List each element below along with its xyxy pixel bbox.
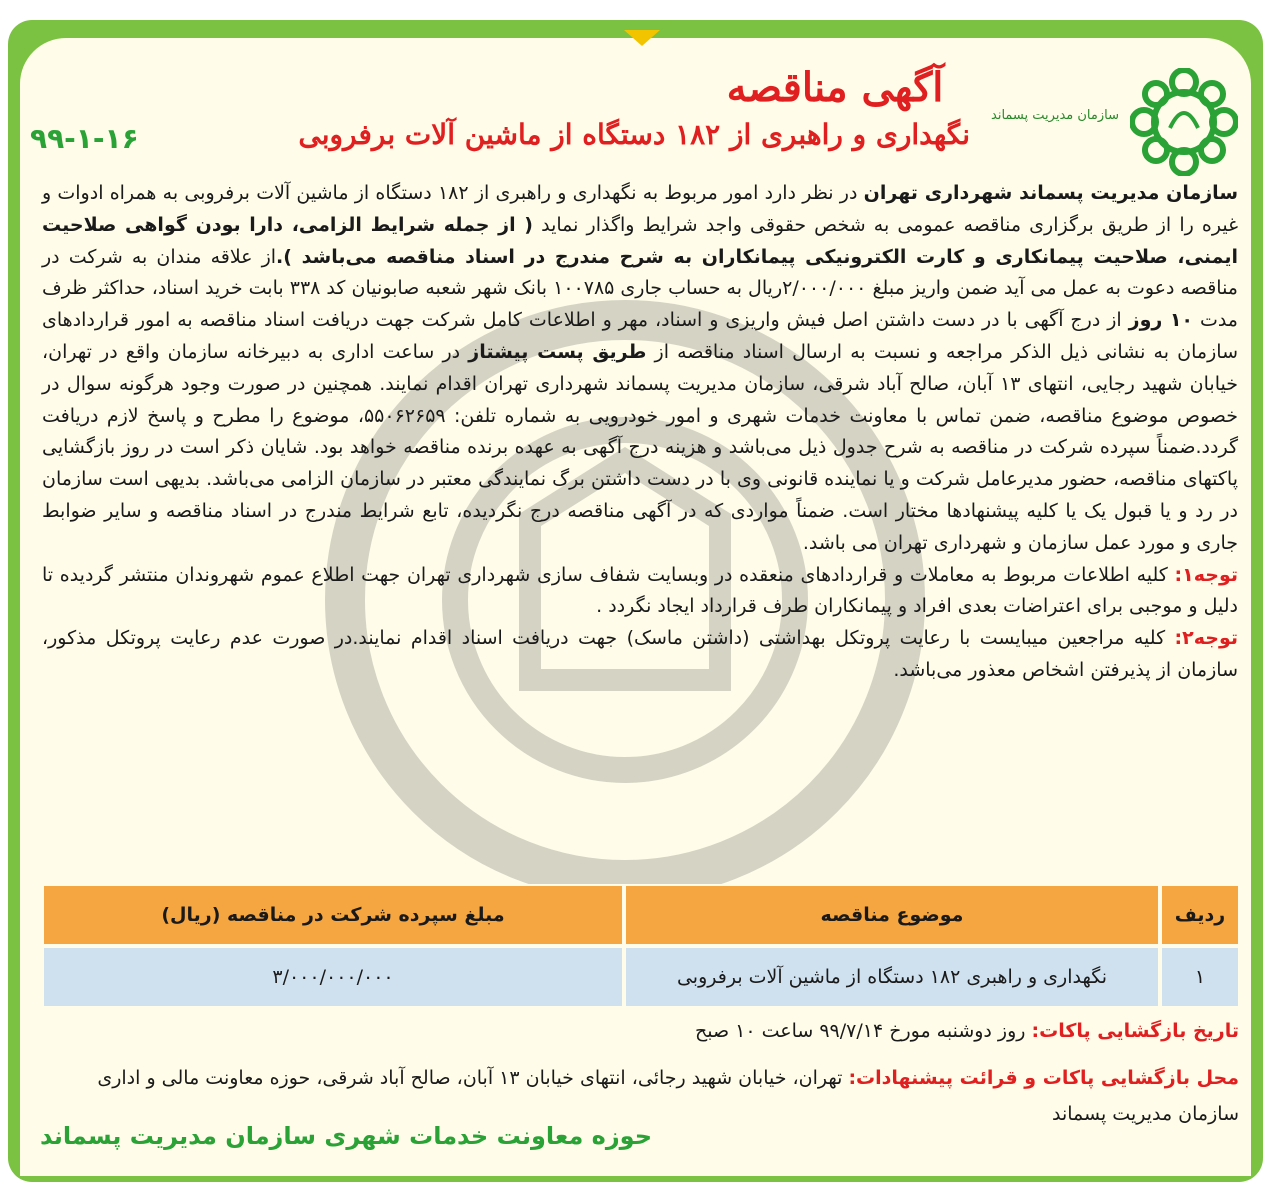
payment-text: از علاقه مندان به شرکت در مناقصه دعوت به عمل می آید ضمن واریز مبلغ ۲/۰۰۰/۰۰۰ریال به حساب جاری ۱۰۰۷۸۵ بانک شهر شعبه صابونیان کد ۳۳۸ بابت خرید اسناد، حداکثر ظرف مدت bbox=[42, 245, 1238, 332]
intro-text: در نظر دارد امور مربوط به نگهداری و راهبری از ۱۸۲ دستگاه از ماشین آلات برفروبی به همراه ادوات و غیره را از طریق برگزاری مناقصه عمومی به شخص حقوقی واجد شرایط واگذار نماید bbox=[42, 182, 1239, 236]
notice-subtitle: نگهداری و راهبری از ۱۸۲ دستگاه از ماشین آلات برفروبی bbox=[298, 118, 970, 151]
signature-line: حوزه معاونت خدمات شهری سازمان مدیریت پسماند bbox=[40, 1122, 653, 1150]
deadline-bold: ۱۰ روز bbox=[1128, 309, 1194, 332]
tehran-municipality-logo bbox=[1130, 68, 1238, 176]
cell-subject: نگهداری و راهبری ۱۸۲ دستگاه از ماشین آلات برفروبی bbox=[624, 946, 1160, 1008]
col-header-deposit: مبلغ سپرده شرکت در مناقصه (ریال) bbox=[42, 884, 624, 946]
intro-org-bold: سازمان مدیریت پسماند شهرداری تهران bbox=[863, 182, 1239, 204]
opening-location-text: تهران، خیابان شهید رجائی، انتهای خیابان ۱۳ آبان، صالح آباد شرقی، حوزه معاونت مالی و اداری سازمان مدیریت پسماند bbox=[97, 1067, 1239, 1125]
col-header-subject: موضوع مناقصه bbox=[624, 884, 1160, 946]
conditions-bold: ( از جمله شرایط الزامی، دارا بودن گواهی صلاحیت ایمنی، صلاحیت پیمانکاری و کارت الکترونیکی پیمانکاران به شرح مندرج در اسناد مناقصه می‌باشد ). bbox=[42, 213, 1238, 268]
cell-row-number: ۱ bbox=[1160, 946, 1240, 1008]
opening-location-label: محل بازگشایی پاکات و قرائت پیشنهادات: bbox=[848, 1067, 1239, 1089]
documents-text: از درج آگهی با در دست داشتن اصل فیش واریزی و اسناد، مهر و اطلاعات کامل شرکت جهت دریافت اسناد مناقصه به امور قراردادهای سازمان به نشانی ذیل الذکر مراجعه و نسبت به ارسال اسناد مناقصه از bbox=[42, 309, 1238, 363]
note2-text: کلیه مراجعین میبایست با رعایت پروتکل بهداشتی (داشتن ماسک) جهت دریافت اسناد اقدام نمایند.در صورت عدم رعایت پروتکل مذکور، سازمان از پذیرفتن اشخاص معذور می‌باشد. bbox=[42, 627, 1238, 681]
note1-text: کلیه اطلاعات مربوط به معاملات و قراردادهای منعقده در وبسایت شفاف سازی شهرداری تهران جهت اطلاع عموم شهروندان منتشر گردیده تا دلیل و موجبی برای اعتراضات بعدی افراد و پیمانکاران طرف قرارداد ایجاد نگردد . bbox=[42, 563, 1238, 618]
cell-deposit: ۳/۰۰۰/۰۰۰/۰۰۰ bbox=[42, 946, 624, 1008]
col-header-row-number: ردیف bbox=[1160, 884, 1240, 946]
notice-title: آگهی مناقصه bbox=[726, 64, 944, 111]
tender-table bbox=[42, 884, 1240, 1008]
opening-date-label: تاریخ بازگشایی پاکات: bbox=[1031, 1020, 1239, 1042]
note2-label: توجه۲: bbox=[1174, 627, 1238, 650]
table-row bbox=[42, 946, 1240, 1008]
table-header-row bbox=[42, 884, 1240, 946]
opening-date-line bbox=[39, 1020, 1239, 1042]
notice-date: ۹۹-۱-۱۶ bbox=[30, 122, 139, 155]
notice-body bbox=[42, 178, 1238, 687]
org-name-label: سازمان مدیریت پسماند bbox=[991, 108, 1119, 123]
top-notch-marker bbox=[624, 30, 660, 46]
post-method-bold: طریق پست پیشتاز bbox=[468, 340, 647, 363]
note1-label: توجه۱: bbox=[1174, 563, 1238, 586]
main-paragraph: در ساعت اداری به دبیرخانه سازمان واقع در تهران، خیابان شهید رجایی، انتهای ۱۳ آبان، صالح آباد شرقی، سازمان مدیریت پسماند شهرداری تهران اقدام نمایند. همچنین در صورت وجود هرگونه سوال در خصوص موضوع مناقصه، ضمن تماس با معاونت خدمات شهری و امور خودرویی به شماره تلفن: ۵۵۰۶۲۶۵۹، موضوع را مطرح و پاسخ لازم دریافت گردد.ضمناً سپرده شرکت در مناقصه به شرح جدول ذیل می‌باشد و هزینه درج آگهی به عهده برنده مناقصه خواهد بود. شایان ذکر است در روز بازگشایی پاکتهای مناقصه، حضور مدیرعامل شرکت و یا نماینده قانونی وی با در دست داشتن برگ نمایندگی معتبر در سازمان الزامی می‌باشد. بدیهی است سازمان در رد و یا قبول یک یا کلیه پیشنهادها مختار است. ضمناً مواردی که در آگهی مناقصه درج نگردیده، تابع شرایط مندرج در اسناد مناقصه و سایر ضوابط جاری و مورد عمل سازمان و شهرداری تهران می باشد. bbox=[42, 340, 1238, 554]
opening-date-text: روز دوشنبه مورخ ۹۹/۷/۱۴ ساعت ۱۰ صبح bbox=[694, 1020, 1032, 1042]
